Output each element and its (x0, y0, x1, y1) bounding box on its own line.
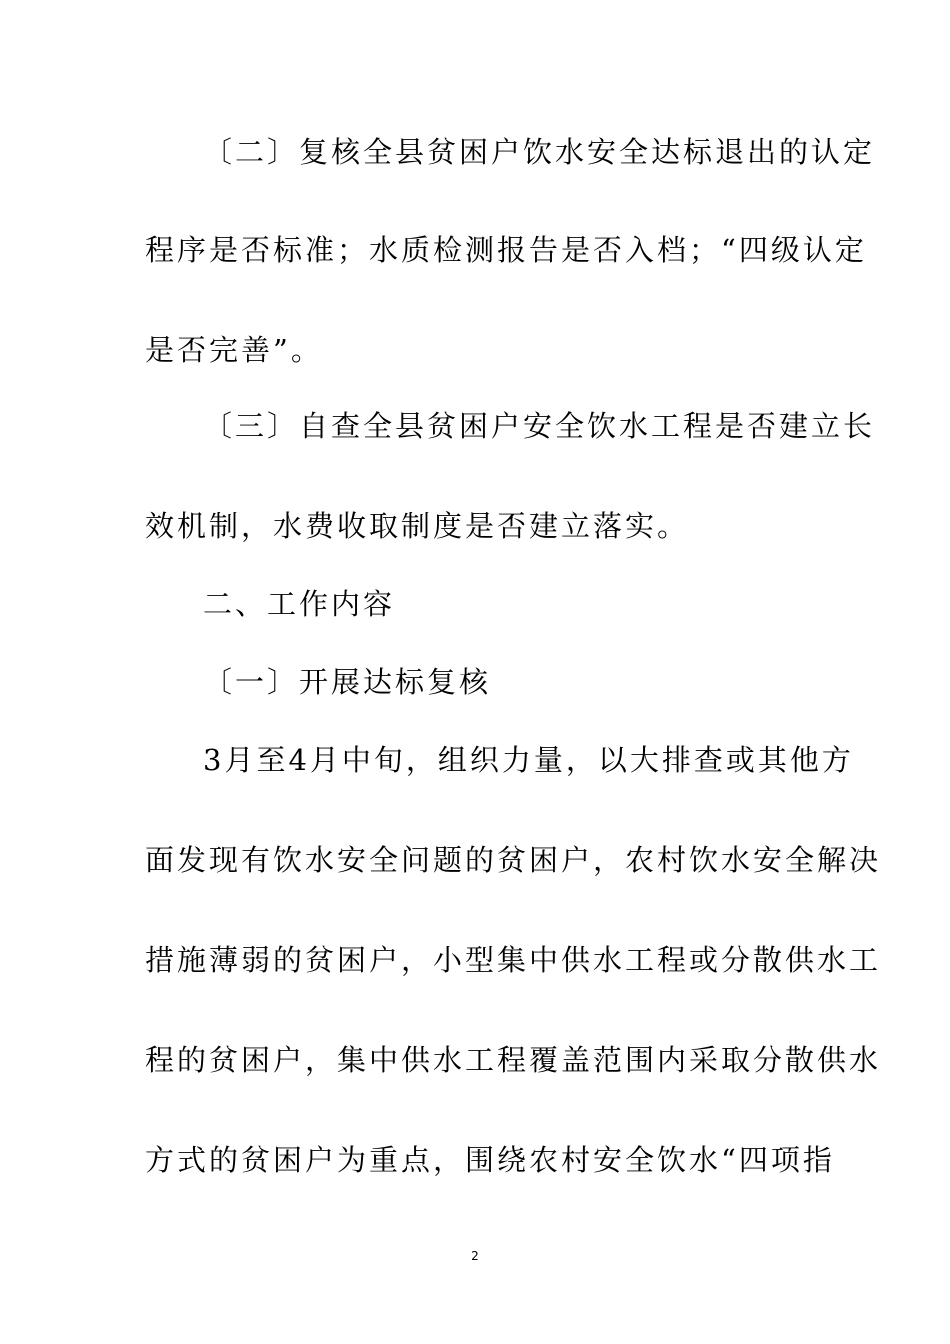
paragraph-line: 面发现有饮水安全问题的贫困户，农村饮水安全解决 (145, 843, 882, 877)
section-heading: 二、工作内容 (203, 587, 396, 621)
subsection-heading: 〔一〕开展达标复核 (203, 665, 492, 699)
paragraph-line: 效机制，水费收取制度是否建立落实。 (145, 509, 690, 543)
paragraph-line: 3月至4月中旬，组织力量，以大排查或其他方 (203, 743, 854, 777)
paragraph-line: 程的贫困户，集中供水工程覆盖范围内采取分散供水 (145, 1043, 882, 1077)
paragraph-line: 〔二〕复核全县贫困户饮水安全达标退出的认定 (203, 135, 876, 169)
paragraph-line: 程序是否标准；水质检测报告是否入档；“四级认定 (145, 233, 867, 267)
paragraph-line: 〔三〕自查全县贫困户安全饮水工程是否建立长 (203, 409, 876, 443)
paragraph-line: 方式的贫困户为重点，围绕农村安全饮水“四项指 (145, 1143, 835, 1177)
page-number: 2 (471, 1249, 479, 1263)
paragraph-line: 措施薄弱的贫困户，小型集中供水工程或分散供水工 (145, 943, 882, 977)
paragraph-line: 是否完善”。 (145, 333, 323, 367)
